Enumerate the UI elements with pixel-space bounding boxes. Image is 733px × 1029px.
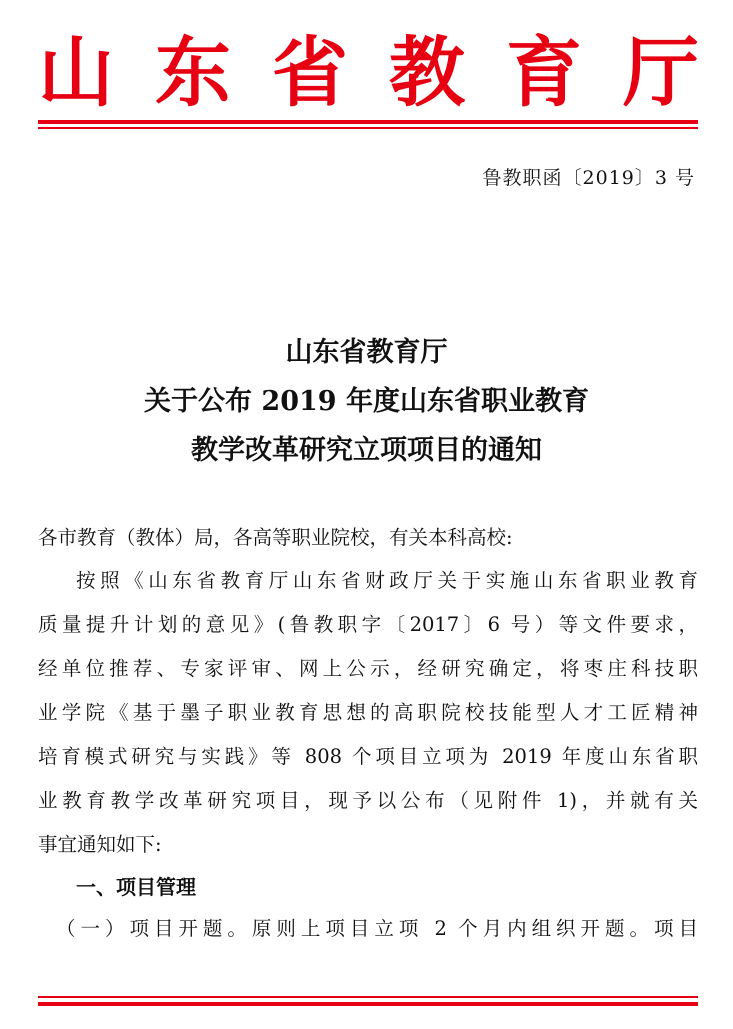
masthead-char-4: 教 — [389, 28, 465, 117]
salutation: 各市教育（教体）局，各高等职业院校，有关本科高校: — [38, 526, 513, 549]
masthead — [0, 30, 733, 116]
paragraph-line: 经单位推荐、专家评审、网上公示，经研究确定，将枣庄科技职 — [38, 657, 698, 680]
masthead-char-1: 山 — [38, 28, 114, 117]
paragraph-line: 业教育教学改革研究项目，现予以公布（见附件 1)，并就有关 — [38, 789, 698, 812]
masthead-char-5: 育 — [506, 28, 582, 117]
paragraph-line: （一）项目开题。原则上项目立项 2 个月内组织开题。项目 — [56, 917, 698, 940]
paragraph-line: 事宜通知如下: — [38, 833, 162, 856]
masthead-char-3: 省 — [272, 28, 348, 117]
footer-rule-thin — [38, 996, 698, 998]
title-line-1: 山东省教育厅 — [285, 337, 448, 368]
masthead-char-2: 东 — [155, 28, 231, 117]
header-rule-thick — [38, 120, 698, 124]
section-heading: 一、项目管理 — [76, 875, 196, 899]
masthead-char-6: 厅 — [623, 28, 699, 117]
paragraph-line: 业学院《基于墨子职业教育思想的高职院校技能型人才工匠精神 — [38, 701, 698, 724]
paragraph-line: 质量提升计划的意见》(鲁教职字〔2017〕6 号）等文件要求， — [38, 613, 698, 636]
title-line-3: 教学改革研究立项项目的通知 — [191, 435, 542, 466]
paragraph-line: 按照《山东省教育厅山东省财政厅关于实施山东省职业教育 — [76, 569, 698, 592]
document-number: 鲁教职函〔2019〕3 号 — [482, 167, 695, 189]
paragraph-line: 培育模式研究与实践》等 808 个项目立项为 2019 年度山东省职 — [38, 745, 698, 768]
header-rule-thin — [38, 127, 698, 129]
title-line-2: 关于公布 2019 年度山东省职业教育 — [144, 386, 589, 417]
footer-rule-thick — [38, 1002, 698, 1006]
